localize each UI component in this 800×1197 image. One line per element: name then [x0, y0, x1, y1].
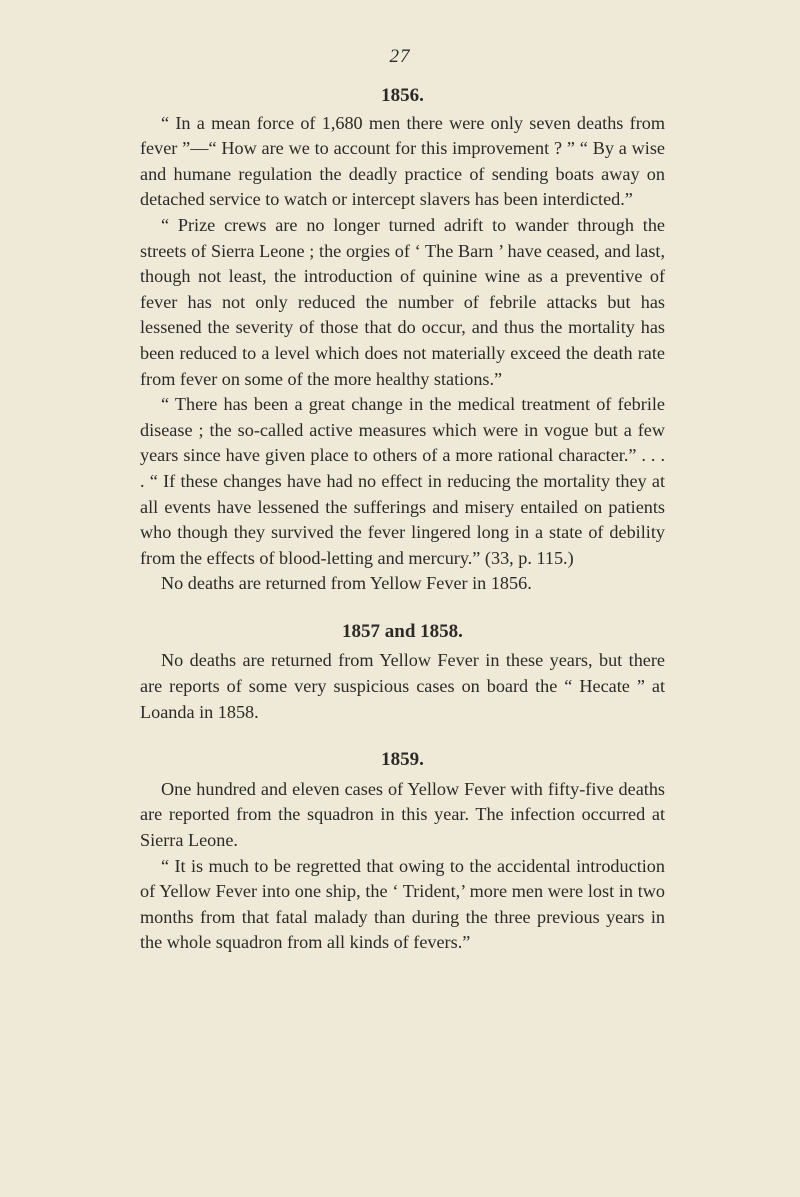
- section-heading-1859: 1859.: [381, 749, 424, 771]
- section-1856: [140, 83, 665, 597]
- page-body: [140, 83, 665, 956]
- paragraph: One hundred and eleven cases of Yellow Fever with fifty-five deaths are reported from the squadron in this year. The infection occurred at Sierra Leone.: [140, 778, 665, 851]
- paragraph: “ It is much to be regretted that owing to the accidental introduction of Yellow Fever into one ship, the ‘ Trident,’ more men were lost in two months from that fatal malady than during the three previous years in the whole squadron from all kinds of fevers.”: [140, 855, 665, 953]
- paragraph: “ Prize crews are no longer turned adrift to wander through the streets of Sierra Leone ; the orgies of ‘ The Barn ’ have ceased, and last, though not least, the introduction of quinine wine as a preventive of fever has not only reduced the number of febrile attacks but has lessened the severity of those that do occur, and thus the mortality has been reduced to a level which does not materially exceed the death rate from fever on some of the more healthy stations.”: [140, 214, 665, 389]
- page-number: 27: [389, 46, 411, 67]
- section-1859: [140, 747, 665, 956]
- paragraph: “ In a mean force of 1,680 men there were only seven deaths from fever ”—“ How are we to account for this improvement ? ” “ By a wise and humane regulation the deadly practice of sending boats away on detached service to watch or intercept slavers has been interdicted.”: [140, 112, 665, 210]
- paragraph: No deaths are returned from Yellow Fever in these years, but there are reports of some very suspicious cases on board the “ Hecate ” at Loanda in 1858.: [140, 650, 665, 722]
- section-1857-1858: [140, 619, 665, 725]
- paragraph: “ There has been a great change in the medical treatment of febrile disease ; the so-called active measures which were in vogue but a few years since have given place to others of a more rational character.” . . . . “ If these changes have had no effect in reducing the mortality they at all events have lessened the sufferings and misery entailed on patients who though they survived the fever lingered long in a state of debility from the effects of blood-letting and mercury.” (33, p. 115.): [140, 394, 665, 568]
- section-heading-1857-1858: 1857 and 1858.: [342, 620, 463, 642]
- section-heading-1856: 1856.: [381, 85, 424, 106]
- paragraph: No deaths are returned from Yellow Fever in 1856.: [161, 573, 532, 594]
